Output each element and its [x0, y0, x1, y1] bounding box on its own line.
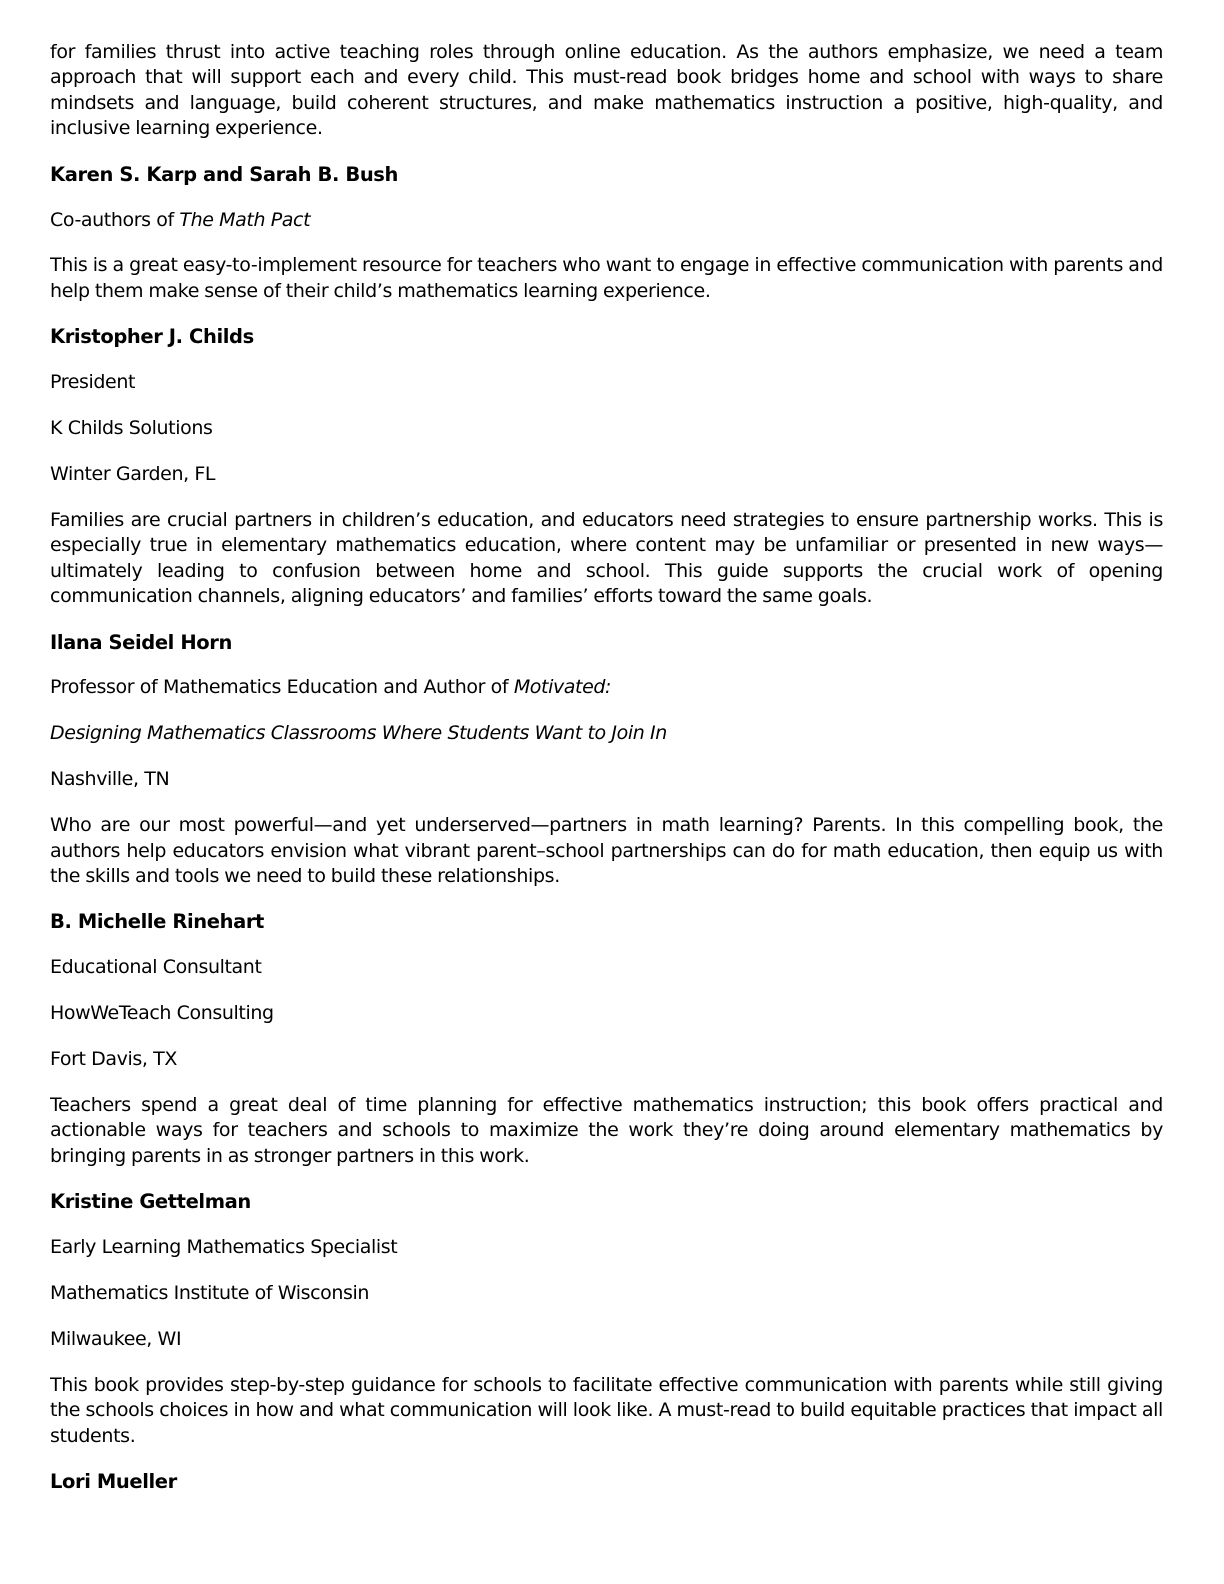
endorser-title: President	[50, 371, 136, 394]
endorser-name: Kristine Gettelman	[50, 1190, 251, 1214]
endorser-organization: HowWeTeach Consulting	[50, 1002, 274, 1025]
endorsement-quote: This book provides step-by-step guidance for schools to facilitate effective communication with parents while still giving the schools choices in how and what communication will look like. A must-read to build equitable practices that impact all students.	[50, 1373, 1163, 1447]
endorsements-page	[50, 40, 1163, 1494]
endorser-name: Karen S. Karp and Sarah B. Bush	[50, 162, 398, 186]
endorser-name: Ilana Seidel Horn	[50, 630, 232, 654]
endorser-location: Nashville, TN	[50, 768, 170, 791]
book-title: The Math Pact	[179, 208, 311, 231]
endorser-name: Kristopher J. Childs	[50, 325, 254, 349]
endorser-organization: K Childs Solutions	[50, 417, 213, 440]
book-subtitle-text: Designing Mathematics Classrooms Where Students Want to Join In	[50, 722, 667, 745]
intro-quote: for families thrust into active teaching roles through online education. As the authors emphasize, we need a team approach that will support each and every child. This must-read book bridges home and school with ways to share mindsets and language, build coherent structures, and make mathematics instruction a positive, high-quality, and inclusive learning experience.	[50, 41, 1163, 140]
endorser-role-prefix: Co-authors of	[50, 208, 180, 231]
endorser-location: Fort Davis, TX	[50, 1048, 177, 1071]
endorser-role-prefix: Professor of Mathematics Education and Author of	[50, 676, 514, 699]
endorser-title: Early Learning Mathematics Specialist	[50, 1236, 398, 1259]
endorser-name: B. Michelle Rinehart	[50, 910, 264, 934]
book-subtitle	[50, 721, 1163, 746]
endorser-title: Educational Consultant	[50, 956, 262, 979]
endorser-role	[50, 675, 1163, 700]
book-title: Motivated:	[513, 676, 612, 699]
endorser-location: Winter Garden, FL	[50, 462, 216, 485]
endorsement-quote: Who are our most powerful—and yet underserved—partners in math learning? Parents. In this compelling book, the authors help educators envision what vibrant parent–school partnerships can do for math education, then equip us with the skills and tools we need to build these relationships.	[50, 814, 1163, 887]
endorser-role	[50, 208, 1163, 233]
endorsement-quote: Teachers spend a great deal of time planning for effective mathematics instruction; this book offers practical and actionable ways for teachers and schools to maximize the work they’re doing around elementary mathematics by bringing parents in as stronger partners in this work.	[50, 1093, 1163, 1167]
endorser-name: Lori Mueller	[50, 1470, 177, 1494]
endorser-location: Milwaukee, WI	[50, 1327, 182, 1350]
endorsement-quote: Families are crucial partners in children’s education, and educators need strategies to ensure partnership works. This is especially true in elementary mathematics education, where content may be unfamiliar or presented in new ways—ultimately leading to confusion between home and school. This guide supports the crucial work of opening communication channels, aligning educators’ and families’ efforts toward the same goals.	[50, 508, 1163, 608]
endorsement-quote: This is a great easy-to-implement resource for teachers who want to engage in effective communication with parents and help them make sense of their child’s mathematics learning experience.	[50, 254, 1163, 302]
endorser-organization: Mathematics Institute of Wisconsin	[50, 1282, 370, 1304]
